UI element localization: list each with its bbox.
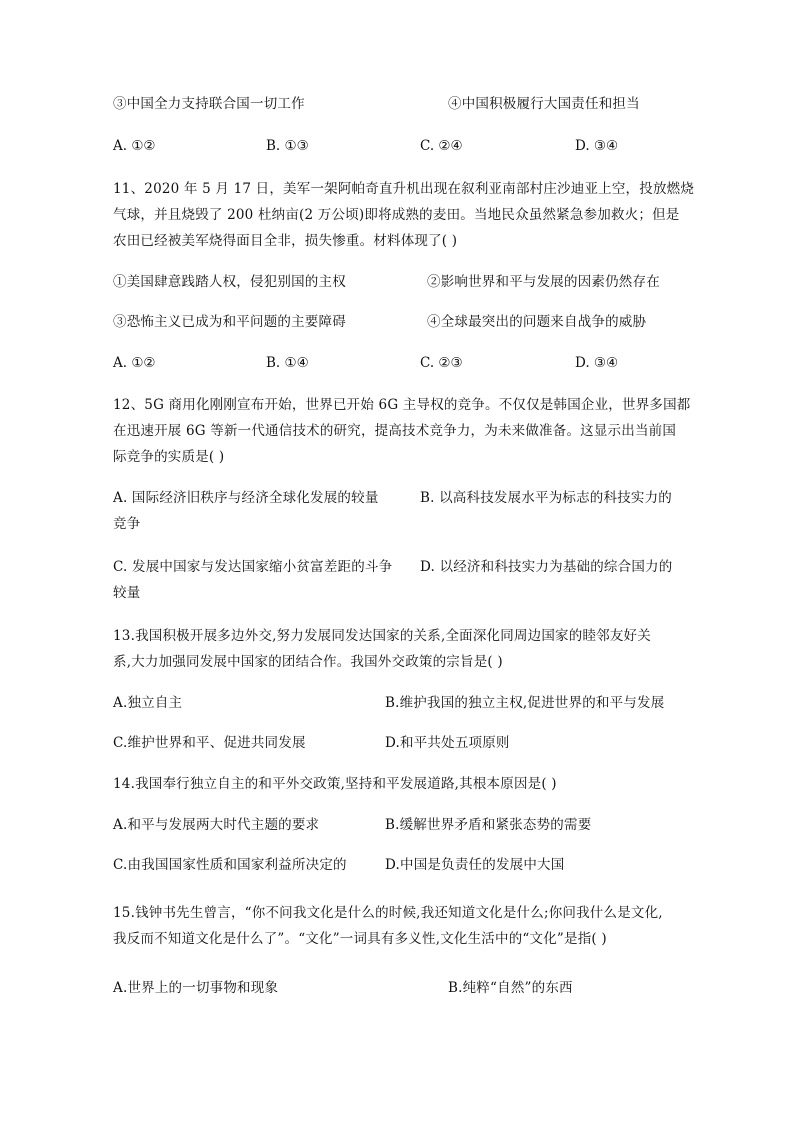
q14-option-c: C.由我国国家性质和国家利益所决定的 xyxy=(113,857,347,873)
q13-option-b: B.维护我国的独立主权,促进世界的和平与发展 xyxy=(385,695,665,711)
q14-option-d: D.中国是负责任的发展中大国 xyxy=(385,857,565,873)
q14-stem-line-1: 14.我国奉行独立自主的和平外交政策,坚持和平发展道路,其根本原因是( ) xyxy=(113,776,557,792)
q10-item-3: ③中国全力支持联合国一切工作 xyxy=(113,96,305,112)
q15-option-a: A.世界上的一切事物和现象 xyxy=(113,980,279,996)
q11-option-a: A. ①② xyxy=(113,355,156,371)
q11-stem-line-2: 气球，并且烧毁了 200 杜纳亩(2 万公顷)即将成熟的麦田。当地民众虽然紧急参加救火；但是 xyxy=(113,207,680,223)
q10-option-b: B. ①③ xyxy=(266,138,309,154)
q11-item-3: ③恐怖主义已成为和平问题的主要障碍 xyxy=(113,314,346,330)
q15-option-b: B.纯粹“自然”的东西 xyxy=(448,980,573,996)
q13-stem-line-2: 系,大力加强同发展中国家的团结合作。我国外交政策的宗旨是( ) xyxy=(113,654,503,670)
q13-option-a: A.独立自主 xyxy=(113,695,183,711)
q10-option-c: C. ②④ xyxy=(420,138,463,154)
q12-option-b-cont: 竞争 xyxy=(113,516,141,532)
q12-option-a: A. 国际经济旧秩序与经济全球化发展的较量 xyxy=(113,490,379,506)
q10-item-4: ④中国积极履行大国责任和担当 xyxy=(448,96,640,112)
q13-option-d: D.和平共处五项原则 xyxy=(385,735,510,751)
q12-option-d-cont: 较量 xyxy=(113,585,141,601)
q11-option-d: D. ③④ xyxy=(575,355,619,371)
q11-stem-line-3: 农田已经被美军烧得面目全非，损失惨重。材料体现了( ) xyxy=(113,233,458,249)
q13-option-c: C.维护世界和平、促进共同发展 xyxy=(113,735,306,751)
q12-option-c: C. 发展中国家与发达国家缩小贫富差距的斗争 xyxy=(113,559,393,575)
q10-option-a: A. ①② xyxy=(113,138,156,154)
q11-option-b: B. ①④ xyxy=(266,355,309,371)
q12-stem-line-1: 12、5G 商用化刚刚宣布开始，世界已开始 6G 主导权的竞争。不仅仅是韩国企业，世界多国都 xyxy=(113,397,691,413)
q14-option-b: B.缓解世界矛盾和紧张态势的需要 xyxy=(385,817,592,833)
q11-stem-line-1: 11、2020 年 5 月 17 日，美军一架阿帕奇直升机出现在叙利亚南部村庄沙迪亚上空，投放燃烧 xyxy=(113,181,695,197)
q13-stem-line-1: 13.我国积极开展多边外交,努力发展同发达国家的关系,全面深化同周边国家的睦邻友好关 xyxy=(113,628,651,644)
q11-item-2: ②影响世界和平与发展的因素仍然存在 xyxy=(427,274,660,290)
q12-stem-line-3: 际竞争的实质是( ) xyxy=(113,449,225,465)
q14-option-a: A.和平与发展两大时代主题的要求 xyxy=(113,817,320,833)
q10-option-d: D. ③④ xyxy=(575,138,619,154)
q11-option-c: C. ②③ xyxy=(420,355,463,371)
q11-item-1: ①美国肆意践踏人权，侵犯别国的主权 xyxy=(113,274,346,290)
q12-option-d: D. 以经济和科技实力为基础的综合国力的 xyxy=(420,559,673,575)
q12-option-b: B. 以高科技发展水平为标志的科技实力的 xyxy=(420,490,673,506)
q15-stem-line-1: 15.钱钟书先生曾言，“你不问我文化是什么的时候,我还知道文化是什么;你问我什么是文化, xyxy=(113,905,663,921)
q11-item-4: ④全球最突出的问题来自战争的威胁 xyxy=(427,314,647,330)
q12-stem-line-2: 在迅速开展 6G 等新一代通信技术的研究，提高技术竞争力，为未来做准备。这显示出当前国 xyxy=(113,423,677,439)
q15-stem-line-2: 我反而不知道文化是什么了”。“文化”一词具有多义性,文化生活中的“文化”是指( ) xyxy=(113,931,607,947)
